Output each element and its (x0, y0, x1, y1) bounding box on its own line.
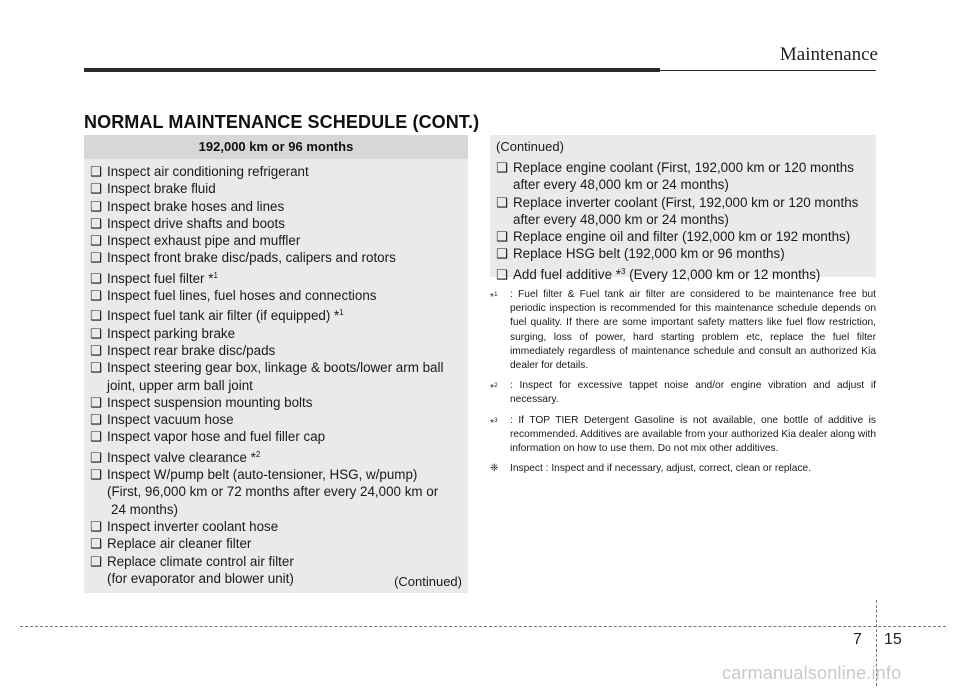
item-text-continued: (for evaporator and blower unit) (107, 570, 294, 586)
schedule-item (496, 194, 876, 229)
schedule-table-left (84, 135, 468, 593)
item-text: Inspect exhaust pipe and muffler (107, 233, 301, 249)
item-text: Inspect fuel lines, fuel hoses and connections (107, 288, 377, 304)
schedule-item (90, 215, 468, 232)
schedule-item (496, 159, 876, 194)
footnote (490, 288, 876, 373)
footnote (490, 414, 876, 457)
footnotes (490, 288, 876, 482)
item-text-continued: (First, 96,000 km or 72 months after every 24,000 km or (107, 484, 439, 500)
checkbox-icon: ❑ (496, 194, 509, 210)
right-item-list (490, 155, 876, 283)
item-text: Add fuel additive * (513, 266, 621, 282)
item-text: Inspect W/pump belt (auto-tensioner, HSG, w/pump) (107, 467, 418, 483)
left-item-list (84, 159, 468, 587)
item-text: Replace air cleaner filter (107, 536, 252, 552)
checkbox-icon: ❑ (90, 342, 103, 358)
item-text: Inspect rear brake disc/pads (107, 342, 276, 358)
item-text: Inspect fuel tank air filter (if equipped) * (107, 308, 340, 324)
footnote-symbol: ❈ (490, 463, 499, 475)
checkbox-icon: ❑ (90, 412, 103, 428)
checkbox-icon: ❑ (90, 164, 103, 179)
item-text: Replace engine oil and filter (192,000 km or 192 months) (513, 229, 851, 245)
item-text: Inspect vapor hose and fuel filler cap (107, 429, 326, 445)
footnote (490, 379, 876, 407)
item-text-continued: after every 48,000 km or 24 months) (513, 211, 729, 227)
footnote-text: Inspect : Inspect and if necessary, adjust, correct, clean or replace. (510, 463, 812, 475)
item-text: Inspect brake fluid (107, 181, 216, 197)
checkbox-icon: ❑ (90, 394, 103, 410)
footnote-ref: 3 (620, 266, 626, 276)
item-text-continued: after every 48,000 km or 24 months) (513, 177, 729, 193)
checkbox-icon: ❑ (90, 198, 103, 214)
footnote-ref: 1 (213, 270, 218, 280)
item-text: Inspect front brake disc/pads, calipers and rotors (107, 250, 396, 266)
continued-label: (Continued) (496, 139, 564, 154)
checkbox-icon: ❑ (496, 160, 509, 175)
schedule-item (90, 535, 468, 552)
schedule-item (90, 446, 468, 466)
footnote-text: : If TOP TIER Detergent Gasoline is not available, one bottle of additive is recommended. Additives are available from your authorized Kia dealer along with information on how to use them. Do not mix other additives. (510, 414, 876, 455)
checkbox-icon: ❑ (90, 360, 103, 376)
footnote-symbol: * (490, 417, 494, 429)
footer-rule (20, 626, 946, 627)
schedule-item (90, 163, 468, 180)
checkbox-icon: ❑ (90, 536, 103, 552)
footnote-mark (490, 379, 510, 407)
item-text-continued: 24 months) (111, 501, 178, 517)
checkbox-icon: ❑ (90, 181, 103, 197)
checkbox-icon: ❑ (90, 467, 103, 483)
chapter-number: 7 (853, 631, 862, 648)
schedule-item (90, 342, 468, 359)
footnote-mark (490, 414, 510, 457)
item-text-tail: (Every 12,000 km or 12 months) (625, 266, 821, 282)
footnote-number: 2 (493, 382, 498, 390)
header-title: Maintenance (779, 44, 878, 65)
checkbox-icon: ❑ (90, 553, 103, 569)
schedule-item (496, 228, 876, 245)
page-number: 15 (884, 631, 902, 648)
item-text: Replace climate control air filter (107, 553, 294, 569)
item-text: Inspect fuel filter * (107, 270, 214, 286)
schedule-item (90, 394, 468, 411)
item-text: Inspect vacuum hose (107, 412, 234, 428)
item-text: Replace inverter coolant (First, 192,000 km or 120 months (513, 194, 859, 210)
checkbox-icon: ❑ (496, 229, 509, 245)
checkbox-icon: ❑ (90, 233, 103, 249)
schedule-item (496, 245, 876, 262)
item-text: Inspect drive shafts and boots (107, 215, 285, 231)
schedule-item (90, 466, 468, 518)
item-text: Inspect valve clearance * (107, 449, 256, 465)
checkbox-icon: ❑ (90, 449, 103, 465)
checkbox-icon: ❑ (90, 215, 103, 231)
schedule-item (90, 232, 468, 249)
footnote-number: 1 (493, 291, 498, 298)
header-rule-thin (84, 70, 876, 71)
checkbox-icon: ❑ (90, 288, 103, 304)
schedule-item (90, 267, 468, 287)
footnote (490, 462, 876, 476)
schedule-interval-heading: 192,000 km or 96 months (84, 135, 468, 159)
footnote-symbol: * (490, 292, 494, 303)
checkbox-icon: ❑ (90, 250, 103, 266)
section-title: NORMAL MAINTENANCE SCHEDULE (CONT.) (84, 112, 480, 132)
item-text: Inspect suspension mounting bolts (107, 394, 313, 410)
footnote-mark (490, 288, 510, 373)
schedule-item (90, 411, 468, 428)
schedule-table-right (490, 135, 876, 282)
footnote-text: : Fuel filter & Fuel tank air filter are considered to be maintenance free but periodic inspection is recommended for this maintenance schedule depends on fuel quality. If there are some important safety matters like fuel flow restriction, surging, loss of power, hard starting problem etc, replace the fuel filter immediately regardless of maintenance schedule and consult an authorized Kia dealer for details. (510, 289, 876, 372)
item-text: Inspect brake hoses and lines (107, 198, 285, 214)
checkbox-icon: ❑ (90, 429, 103, 445)
schedule-item (90, 287, 468, 304)
footnote-ref: 1 (339, 308, 344, 318)
continued-label: (Continued) (394, 574, 462, 589)
footnote-mark (490, 462, 510, 476)
footnote-ref: 2 (255, 449, 261, 459)
footnote-symbol: * (490, 383, 494, 395)
schedule-item (90, 518, 468, 535)
item-text: Replace engine coolant (First, 192,000 km or 120 months (513, 160, 854, 175)
footnote-text: : Inspect for excessive tappet noise and/or engine vibration and adjust if necessary. (510, 380, 876, 406)
item-text: Inspect air conditioning refrigerant (107, 164, 309, 179)
checkbox-icon: ❑ (90, 518, 103, 534)
schedule-item (90, 249, 468, 266)
item-text: Inspect parking brake (107, 325, 236, 341)
checkbox-icon: ❑ (496, 246, 509, 262)
checkbox-icon: ❑ (90, 325, 103, 341)
item-text: Inspect steering gear box, linkage & boots/lower arm ball (107, 360, 444, 376)
item-text-continued: joint, upper arm ball joint (107, 377, 253, 393)
schedule-item (496, 263, 876, 283)
schedule-item (90, 428, 468, 445)
schedule-item (90, 325, 468, 342)
schedule-item (90, 198, 468, 215)
checkbox-icon: ❑ (90, 308, 103, 324)
footnote-number: 3 (493, 416, 498, 424)
item-text: Replace HSG belt (192,000 km or 96 months) (513, 246, 785, 262)
schedule-item (90, 359, 468, 394)
checkbox-icon: ❑ (90, 270, 103, 286)
watermark: carmanualsonline.info (722, 663, 902, 683)
checkbox-icon: ❑ (496, 266, 509, 282)
schedule-item (90, 304, 468, 324)
item-text: Inspect inverter coolant hose (107, 518, 279, 534)
schedule-item (90, 180, 468, 197)
